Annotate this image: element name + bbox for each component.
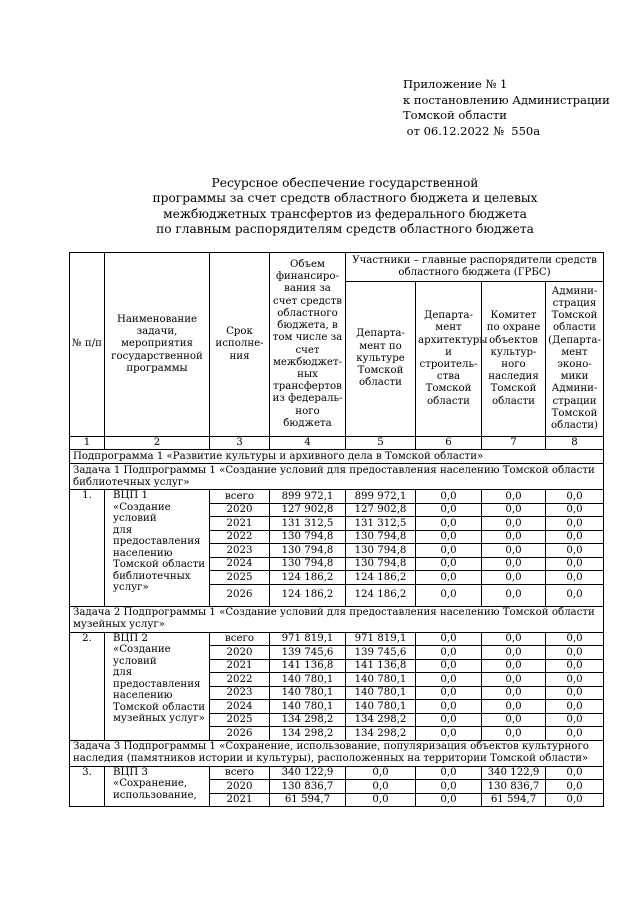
- admin-cell: 0,0: [546, 544, 604, 558]
- committee-cell: 0,0: [482, 700, 546, 714]
- admin-cell: 0,0: [546, 686, 604, 700]
- row-index: 3.: [70, 766, 105, 807]
- measure-name-line: библиотечных: [113, 570, 191, 582]
- term-cell: 2024: [210, 700, 270, 714]
- resource-table: [69, 252, 604, 807]
- committee-cell: 0,0: [482, 673, 546, 687]
- committee-cell: 0,0: [482, 646, 546, 660]
- term-cell: всего: [210, 490, 270, 504]
- measure-name-line: использование,: [113, 789, 197, 801]
- table-row: [70, 632, 604, 646]
- dep-culture-cell: 124 186,2: [346, 584, 416, 606]
- appendix-line: к постановлению Администрации: [403, 92, 610, 107]
- header-num: № п/п: [70, 253, 105, 437]
- dep-arch-cell: 0,0: [416, 700, 482, 714]
- dep-culture-cell: 134 298,2: [346, 713, 416, 727]
- term-cell: 2021: [210, 517, 270, 531]
- measure-name-line: «Сохранение,: [113, 778, 188, 790]
- admin-cell: 0,0: [546, 646, 604, 660]
- committee-cell: 0,0: [482, 632, 546, 646]
- committee-cell: 0,0: [482, 544, 546, 558]
- measure-name-line: ВЦП 2: [113, 632, 148, 644]
- measure-name-line: «Создание: [113, 501, 171, 513]
- volume-cell: 124 186,2: [270, 584, 346, 606]
- measure-name-line: для: [113, 667, 133, 679]
- term-cell: 2020: [210, 503, 270, 517]
- measure-name-line: для: [113, 524, 133, 536]
- committee-cell: 0,0: [482, 659, 546, 673]
- volume-cell: 131 312,5: [270, 517, 346, 531]
- col-number: 6: [416, 437, 482, 450]
- dep-arch-cell: 0,0: [416, 780, 482, 794]
- dep-culture-cell: 134 298,2: [346, 727, 416, 741]
- measure-name-line: музейных услуг»: [113, 713, 205, 725]
- appendix-line: Приложение № 1: [403, 77, 508, 91]
- volume-cell: 899 972,1: [270, 490, 346, 504]
- dep-arch-cell: 0,0: [416, 659, 482, 673]
- task-title: Задача 3 Подпрограммы 1 «Сохранение, использование, популяризация объектов культурного наследия (памятников истории и культуры), расположенных на территории Томской области»: [70, 740, 604, 766]
- dep-culture-cell: 0,0: [346, 793, 416, 807]
- measure-name-line: ВЦП 1: [113, 490, 148, 502]
- volume-cell: 124 186,2: [270, 571, 346, 585]
- committee-cell: 0,0: [482, 503, 546, 517]
- committee-cell: 0,0: [482, 517, 546, 531]
- admin-cell: 0,0: [546, 673, 604, 687]
- column-number-row: [70, 437, 604, 450]
- volume-cell: 139 745,6: [270, 646, 346, 660]
- measure-name-line: Томской области: [113, 559, 206, 571]
- term-cell: 2021: [210, 793, 270, 807]
- dep-culture-cell: 124 186,2: [346, 571, 416, 585]
- dep-culture-cell: 130 794,8: [346, 544, 416, 558]
- header-term: Срок исполне-ния: [210, 253, 270, 437]
- col-number: 3: [210, 437, 270, 450]
- term-cell: 2023: [210, 686, 270, 700]
- volume-cell: 127 902,8: [270, 503, 346, 517]
- measure-name-line: условий: [113, 513, 157, 525]
- volume-cell: 134 298,2: [270, 713, 346, 727]
- dep-culture-cell: 131 312,5: [346, 517, 416, 531]
- measure-name-line: населению: [113, 547, 173, 559]
- committee-cell: 340 122,9: [482, 766, 546, 780]
- measure-name: [105, 490, 210, 607]
- title-line: межбюджетных трансфертов из федерального бюджета: [163, 206, 527, 221]
- volume-cell: 140 780,1: [270, 686, 346, 700]
- term-cell: 2022: [210, 530, 270, 544]
- dep-culture-cell: 140 780,1: [346, 686, 416, 700]
- header-admin: Админи-страция Томской области (Департа-мент эконо-мики Админи-страции Томской области): [546, 282, 604, 437]
- measure-name-line: условий: [113, 655, 157, 667]
- term-cell: всего: [210, 766, 270, 780]
- committee-cell: 0,0: [482, 686, 546, 700]
- volume-cell: 141 136,8: [270, 659, 346, 673]
- row-index: 2.: [70, 632, 105, 740]
- committee-cell: 0,0: [482, 713, 546, 727]
- admin-cell: 0,0: [546, 517, 604, 531]
- term-cell: 2025: [210, 571, 270, 585]
- admin-cell: 0,0: [546, 530, 604, 544]
- dep-arch-cell: 0,0: [416, 673, 482, 687]
- header-name: Наименование задачи, мероприятия государственной программы: [105, 253, 210, 437]
- committee-cell: 61 594,7: [482, 793, 546, 807]
- measure-name-line: Томской области: [113, 701, 206, 713]
- dep-culture-cell: 130 794,8: [346, 530, 416, 544]
- measure-name-line: предоставления: [113, 678, 201, 690]
- dep-culture-cell: 140 780,1: [346, 700, 416, 714]
- volume-cell: 140 780,1: [270, 700, 346, 714]
- appendix-block: [403, 77, 610, 139]
- term-cell: 2020: [210, 646, 270, 660]
- dep-culture-cell: 127 902,8: [346, 503, 416, 517]
- admin-cell: 0,0: [546, 659, 604, 673]
- volume-cell: 130 794,8: [270, 544, 346, 558]
- committee-cell: 0,0: [482, 727, 546, 741]
- measure-name-line: «Создание: [113, 644, 171, 656]
- header-dep-arch: Департа-мент архитектуры и строитель-ства Томской области: [416, 282, 482, 437]
- dep-arch-cell: 0,0: [416, 490, 482, 504]
- dep-arch-cell: 0,0: [416, 517, 482, 531]
- dep-arch-cell: 0,0: [416, 544, 482, 558]
- admin-cell: 0,0: [546, 727, 604, 741]
- term-cell: всего: [210, 632, 270, 646]
- dep-culture-cell: 971 819,1: [346, 632, 416, 646]
- dep-arch-cell: 0,0: [416, 766, 482, 780]
- volume-cell: 134 298,2: [270, 727, 346, 741]
- volume-cell: 130 794,8: [270, 557, 346, 571]
- admin-cell: 0,0: [546, 584, 604, 606]
- dep-arch-cell: 0,0: [416, 646, 482, 660]
- admin-cell: 0,0: [546, 780, 604, 794]
- committee-cell: 0,0: [482, 584, 546, 606]
- dep-arch-cell: 0,0: [416, 727, 482, 741]
- appendix-line: от 06.12.2022 № 550а: [403, 123, 541, 138]
- dep-arch-cell: 0,0: [416, 503, 482, 517]
- measure-name-line: населению: [113, 690, 173, 702]
- measure-name: [105, 766, 210, 807]
- title-line: Ресурсное обеспечение государственной: [211, 176, 479, 190]
- col-number: 4: [270, 437, 346, 450]
- admin-cell: 0,0: [546, 490, 604, 504]
- dep-culture-cell: 0,0: [346, 780, 416, 794]
- title-line: по главным распорядителям средств областного бюджета: [156, 221, 534, 236]
- term-cell: 2020: [210, 780, 270, 794]
- volume-cell: 140 780,1: [270, 673, 346, 687]
- admin-cell: 0,0: [546, 557, 604, 571]
- dep-culture-cell: 139 745,6: [346, 646, 416, 660]
- volume-cell: 130 836,7: [270, 780, 346, 794]
- dep-culture-cell: 140 780,1: [346, 673, 416, 687]
- dep-culture-cell: 130 794,8: [346, 557, 416, 571]
- title-line: программы за счет средств областного бюджета и целевых: [152, 191, 538, 206]
- term-cell: 2026: [210, 727, 270, 741]
- committee-cell: 0,0: [482, 490, 546, 504]
- committee-cell: 0,0: [482, 530, 546, 544]
- measure-name: [105, 632, 210, 740]
- dep-arch-cell: 0,0: [416, 530, 482, 544]
- term-cell: 2021: [210, 659, 270, 673]
- admin-cell: 0,0: [546, 632, 604, 646]
- measure-name-line: ВЦП 3: [113, 766, 148, 778]
- admin-cell: 0,0: [546, 766, 604, 780]
- admin-cell: 0,0: [546, 713, 604, 727]
- row-index: 1.: [70, 490, 105, 607]
- dep-arch-cell: 0,0: [416, 584, 482, 606]
- document-title: [60, 176, 630, 237]
- term-cell: 2025: [210, 713, 270, 727]
- col-number: 5: [346, 437, 416, 450]
- col-number: 1: [70, 437, 105, 450]
- term-cell: 2023: [210, 544, 270, 558]
- volume-cell: 340 122,9: [270, 766, 346, 780]
- dep-arch-cell: 0,0: [416, 557, 482, 571]
- header-volume: Объем финансиро-вания за счет средств областного бюджета, в том числе за счет межбюджет-ных трансфертов из федераль-ного бюджета: [270, 253, 346, 437]
- admin-cell: 0,0: [546, 503, 604, 517]
- dep-arch-cell: 0,0: [416, 571, 482, 585]
- table-row: [70, 766, 604, 780]
- header-committee: Комитет по охране объектов культур-ного наследия Томской области: [482, 282, 546, 437]
- admin-cell: 0,0: [546, 700, 604, 714]
- committee-cell: 0,0: [482, 557, 546, 571]
- col-number: 7: [482, 437, 546, 450]
- subprogram-title: Подпрограмма 1 «Развитие культуры и архивного дела в Томской области»: [70, 450, 604, 464]
- admin-cell: 0,0: [546, 793, 604, 807]
- measure-name-line: предоставления: [113, 536, 201, 548]
- dep-arch-cell: 0,0: [416, 793, 482, 807]
- term-cell: 2024: [210, 557, 270, 571]
- dep-culture-cell: 899 972,1: [346, 490, 416, 504]
- volume-cell: 61 594,7: [270, 793, 346, 807]
- header-dep-culture: Департа-мент по культуре Томской области: [346, 282, 416, 437]
- volume-cell: 130 794,8: [270, 530, 346, 544]
- table-row: [70, 490, 604, 504]
- col-number: 2: [105, 437, 210, 450]
- dep-culture-cell: 141 136,8: [346, 659, 416, 673]
- committee-cell: 0,0: [482, 571, 546, 585]
- col-number: 8: [546, 437, 604, 450]
- dep-arch-cell: 0,0: [416, 632, 482, 646]
- admin-cell: 0,0: [546, 571, 604, 585]
- committee-cell: 130 836,7: [482, 780, 546, 794]
- dep-arch-cell: 0,0: [416, 686, 482, 700]
- appendix-line: Томской области: [403, 108, 507, 122]
- measure-name-line: услуг»: [113, 582, 149, 594]
- task-title: Задача 2 Подпрограммы 1 «Создание условий для предоставления населению Томской области музейных услуг»: [70, 606, 604, 632]
- task-title: Задача 1 Подпрограммы 1 «Создание условий для предоставления населению Томской области библиотечных услуг»: [70, 464, 604, 490]
- volume-cell: 971 819,1: [270, 632, 346, 646]
- dep-culture-cell: 0,0: [346, 766, 416, 780]
- dep-arch-cell: 0,0: [416, 713, 482, 727]
- term-cell: 2022: [210, 673, 270, 687]
- header-participants: Участники – главные распорядители средств областного бюджета (ГРБС): [346, 253, 604, 282]
- term-cell: 2026: [210, 584, 270, 606]
